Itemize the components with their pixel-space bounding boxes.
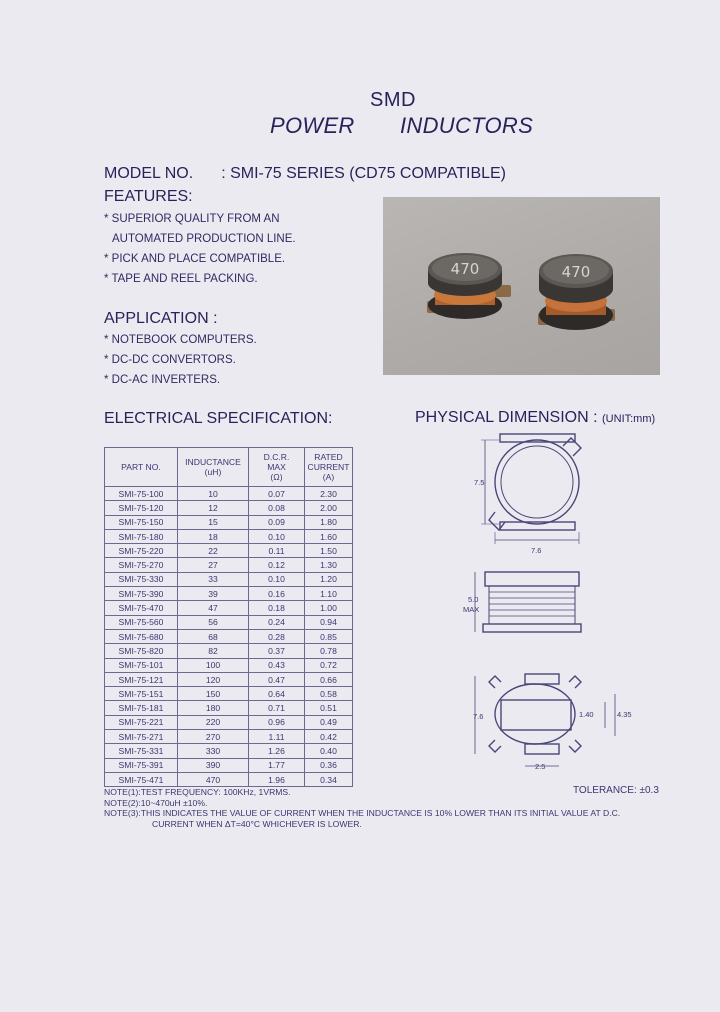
cell-inductance: 56 xyxy=(178,615,249,629)
cell-dcr: 0.64 xyxy=(249,687,305,701)
cell-inductance: 220 xyxy=(178,715,249,729)
table-row xyxy=(105,730,353,744)
feature-item: * TAPE AND REEL PACKING. xyxy=(104,273,258,285)
cell-current: 2.30 xyxy=(305,487,353,501)
model-value: : SMI-75 SERIES (CD75 COMPATIBLE) xyxy=(221,165,507,182)
table-row xyxy=(105,772,353,786)
cell-dcr: 0.28 xyxy=(249,629,305,643)
application-title: APPLICATION : xyxy=(104,310,218,327)
table-body xyxy=(105,487,353,787)
model-line xyxy=(104,165,506,183)
notes xyxy=(104,787,620,829)
header-inductance: INDUCTANCE (uH) xyxy=(178,448,249,487)
features-list xyxy=(104,209,296,289)
cell-part-no: SMI-75-220 xyxy=(105,544,178,558)
cell-part-no: SMI-75-331 xyxy=(105,744,178,758)
cell-part-no: SMI-75-181 xyxy=(105,701,178,715)
model-label: MODEL NO. xyxy=(104,165,194,182)
cell-part-no: SMI-75-470 xyxy=(105,601,178,615)
title-smd: SMD xyxy=(370,89,416,111)
cell-current: 0.94 xyxy=(305,615,353,629)
cell-inductance: 22 xyxy=(178,544,249,558)
product-photo xyxy=(383,197,660,375)
dimension-drawings xyxy=(455,432,645,772)
inductor-right xyxy=(538,254,615,330)
cell-part-no: SMI-75-330 xyxy=(105,572,178,586)
cell-current: 0.40 xyxy=(305,744,353,758)
cell-inductance: 180 xyxy=(178,701,249,715)
inductor-photo-illustration xyxy=(383,197,660,375)
table-row xyxy=(105,687,353,701)
photo-marking-left: 470 xyxy=(450,260,480,278)
cell-current: 1.30 xyxy=(305,558,353,572)
cell-part-no: SMI-75-820 xyxy=(105,644,178,658)
physical-unit: (UNIT:mm) xyxy=(602,413,656,425)
cell-dcr: 1.96 xyxy=(249,772,305,786)
cell-part-no: SMI-75-271 xyxy=(105,730,178,744)
cell-part-no: SMI-75-121 xyxy=(105,672,178,686)
title-power: POWER xyxy=(270,113,355,138)
cell-part-no: SMI-75-120 xyxy=(105,501,178,515)
cell-current: 0.66 xyxy=(305,672,353,686)
application-list xyxy=(104,330,257,390)
physical-title: PHYSICAL DIMENSION : xyxy=(415,409,598,426)
cell-part-no: SMI-75-100 xyxy=(105,487,178,501)
note-2: NOTE(2):10~470uH ±10%. xyxy=(104,797,208,808)
cell-part-no: SMI-75-151 xyxy=(105,687,178,701)
feature-item: * SUPERIOR QUALITY FROM AN xyxy=(104,213,280,225)
table-row xyxy=(105,501,353,515)
cell-dcr: 0.43 xyxy=(249,658,305,672)
cell-current: 0.36 xyxy=(305,758,353,772)
cell-inductance: 150 xyxy=(178,687,249,701)
table-row xyxy=(105,744,353,758)
cell-dcr: 0.16 xyxy=(249,587,305,601)
cell-dcr: 0.96 xyxy=(249,715,305,729)
cell-dcr: 0.08 xyxy=(249,501,305,515)
cell-part-no: SMI-75-270 xyxy=(105,558,178,572)
header-part: PART NO. xyxy=(105,448,178,487)
cell-part-no: SMI-75-680 xyxy=(105,629,178,643)
tolerance: TOLERANCE: ±0.3 xyxy=(573,785,659,796)
cell-part-no: SMI-75-391 xyxy=(105,758,178,772)
note-3: NOTE(3):THIS INDICATES THE VALUE OF CURRENT WHEN THE INDUCTANCE IS 10% LOWER THAN ITS INITIAL VALUE AT D.C. xyxy=(104,808,621,818)
bottom-view-drawing xyxy=(475,674,615,766)
cell-inductance: 68 xyxy=(178,629,249,643)
cell-part-no: SMI-75-180 xyxy=(105,529,178,543)
title-inductors: INDUCTORS xyxy=(400,113,534,138)
cell-part-no: SMI-75-390 xyxy=(105,587,178,601)
dim-bottom-height: 7.6 xyxy=(473,712,484,721)
dim-top-width: 7.6 xyxy=(531,546,542,555)
cell-current: 1.60 xyxy=(305,529,353,543)
cell-inductance: 270 xyxy=(178,730,249,744)
cell-dcr: 0.07 xyxy=(249,487,305,501)
table-row xyxy=(105,701,353,715)
cell-dcr: 0.11 xyxy=(249,544,305,558)
table-row xyxy=(105,529,353,543)
cell-part-no: SMI-75-101 xyxy=(105,658,178,672)
cell-current: 0.34 xyxy=(305,772,353,786)
cell-dcr: 0.37 xyxy=(249,644,305,658)
cell-current: 1.20 xyxy=(305,572,353,586)
table-row xyxy=(105,644,353,658)
dim-side-max: MAX xyxy=(463,605,480,614)
table-row xyxy=(105,544,353,558)
cell-inductance: 27 xyxy=(178,558,249,572)
table-row xyxy=(105,672,353,686)
cell-inductance: 390 xyxy=(178,758,249,772)
table-header-row xyxy=(105,448,353,487)
dim-pad-width: 2.5 xyxy=(535,762,546,771)
cell-current: 0.42 xyxy=(305,730,353,744)
header-dcr: D.C.R. MAX (Ω) xyxy=(249,448,305,487)
top-view-drawing xyxy=(481,434,581,544)
cell-current: 0.49 xyxy=(305,715,353,729)
electrical-title: ELECTRICAL SPECIFICATION: xyxy=(104,410,333,427)
inductor-left xyxy=(427,253,511,319)
cell-part-no: SMI-75-150 xyxy=(105,515,178,529)
cell-inductance: 100 xyxy=(178,658,249,672)
table-row xyxy=(105,487,353,501)
cell-inductance: 470 xyxy=(178,772,249,786)
cell-current: 1.50 xyxy=(305,544,353,558)
cell-dcr: 0.10 xyxy=(249,529,305,543)
application-item: * NOTEBOOK COMPUTERS. xyxy=(104,334,257,346)
features-title: FEATURES: xyxy=(104,188,193,205)
header-current: RATED CURRENT (A) xyxy=(305,448,353,487)
cell-inductance: 12 xyxy=(178,501,249,515)
table-row xyxy=(105,558,353,572)
application-item: * DC-DC CONVERTORS. xyxy=(104,354,236,366)
dim-pad-span: 4.35 xyxy=(617,710,632,719)
feature-item: * PICK AND PLACE COMPATIBLE. xyxy=(104,253,286,265)
cell-dcr: 0.12 xyxy=(249,558,305,572)
physical-title-line xyxy=(415,409,655,427)
cell-current: 1.80 xyxy=(305,515,353,529)
cell-inductance: 330 xyxy=(178,744,249,758)
table-row xyxy=(105,629,353,643)
note-3-cont: CURRENT WHEN ΔT=40°C WHICHEVER IS LOWER. xyxy=(152,818,362,829)
cell-part-no: SMI-75-221 xyxy=(105,715,178,729)
table-row xyxy=(105,572,353,586)
cell-dcr: 1.26 xyxy=(249,744,305,758)
cell-part-no: SMI-75-471 xyxy=(105,772,178,786)
cell-inductance: 47 xyxy=(178,601,249,615)
cell-current: 0.85 xyxy=(305,629,353,643)
cell-dcr: 0.18 xyxy=(249,601,305,615)
cell-part-no: SMI-75-560 xyxy=(105,615,178,629)
table-row xyxy=(105,515,353,529)
cell-dcr: 0.71 xyxy=(249,701,305,715)
cell-current: 0.58 xyxy=(305,687,353,701)
cell-dcr: 0.47 xyxy=(249,672,305,686)
dim-top-height: 7.5 xyxy=(474,478,485,487)
cell-inductance: 120 xyxy=(178,672,249,686)
cell-inductance: 39 xyxy=(178,587,249,601)
cell-dcr: 0.10 xyxy=(249,572,305,586)
feature-item: AUTOMATED PRODUCTION LINE. xyxy=(112,233,296,245)
dim-side-height: 5.0 xyxy=(468,595,479,604)
cell-dcr: 0.09 xyxy=(249,515,305,529)
cell-inductance: 18 xyxy=(178,529,249,543)
table-row xyxy=(105,601,353,615)
table-row xyxy=(105,658,353,672)
table-row xyxy=(105,587,353,601)
table-row xyxy=(105,615,353,629)
cell-dcr: 0.24 xyxy=(249,615,305,629)
cell-current: 0.72 xyxy=(305,658,353,672)
application-item: * DC-AC INVERTERS. xyxy=(104,374,221,386)
cell-inductance: 82 xyxy=(178,644,249,658)
photo-marking-right: 470 xyxy=(561,263,591,281)
cell-current: 0.51 xyxy=(305,701,353,715)
table-row xyxy=(105,715,353,729)
cell-dcr: 1.11 xyxy=(249,730,305,744)
electrical-spec-table xyxy=(104,447,353,787)
table-row xyxy=(105,758,353,772)
cell-current: 0.78 xyxy=(305,644,353,658)
cell-current: 1.00 xyxy=(305,601,353,615)
side-view-drawing xyxy=(475,572,581,632)
cell-current: 1.10 xyxy=(305,587,353,601)
cell-inductance: 33 xyxy=(178,572,249,586)
cell-current: 2.00 xyxy=(305,501,353,515)
cell-inductance: 10 xyxy=(178,487,249,501)
cell-dcr: 1.77 xyxy=(249,758,305,772)
dim-pad-gap: 1.40 xyxy=(579,710,594,719)
cell-inductance: 15 xyxy=(178,515,249,529)
note-1: NOTE(1):TEST FREQUENCY: 100KHz, 1VRMS. xyxy=(104,787,291,797)
